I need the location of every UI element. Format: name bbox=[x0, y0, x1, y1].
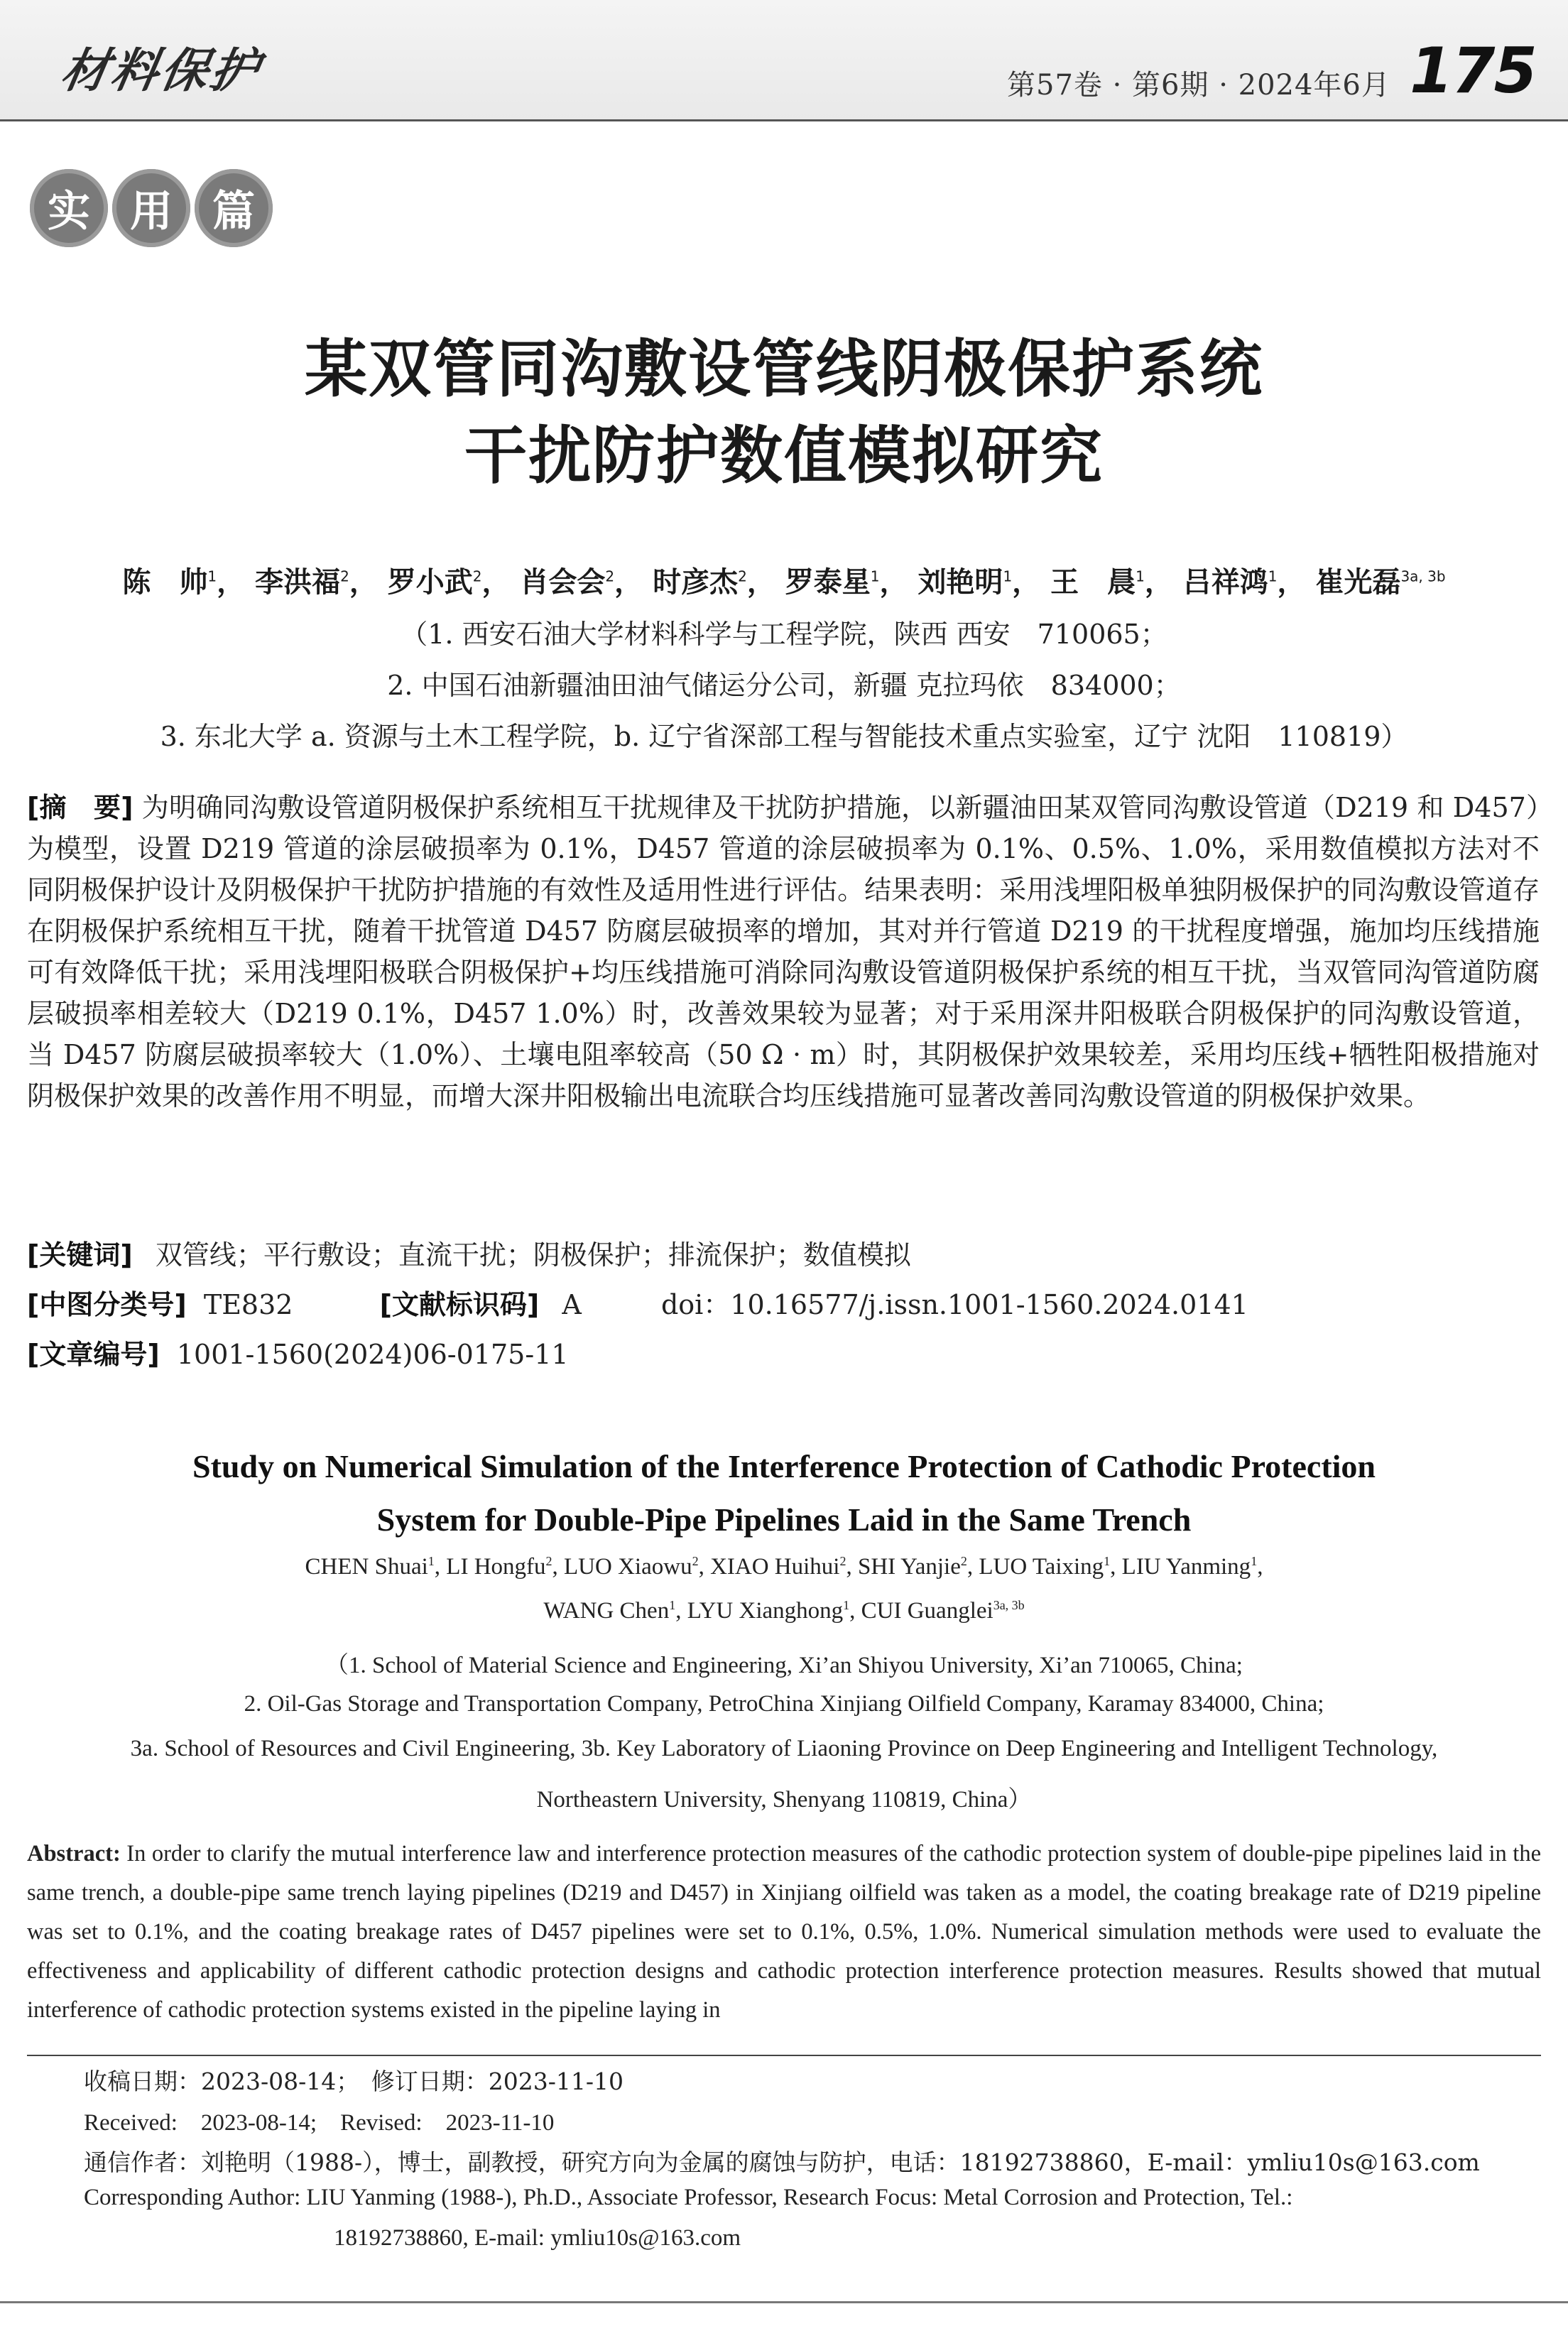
section-badge-char: 实 bbox=[30, 169, 108, 247]
article-number-value: 1001-1560(2024)06-0175-11 bbox=[176, 1339, 569, 1370]
corresponding-en: Corresponding Author: LIU Yanming (1988-), Ph.D., Associate Professor, Research Focus: Metal Corrosion and Protection, Tel.: bbox=[84, 2185, 1293, 2210]
title-en-line-1: Study on Numerical Simulation of the Interference Protection of Cathodic Protection bbox=[192, 1448, 1376, 1484]
affiliation-en: 3a. School of Resources and Civil Engineering, 3b. Key Laboratory of Liaoning Province on Deep Engineering and Intelligent Technology, bbox=[130, 1736, 1438, 1761]
authors-en-line-1: CHEN Shuai$^1$, LI Hongfu$^2$, LUO Xiaowu$^2$, XIAO Huihui$^2$, SHI Yanjie$^2$, LUO Taixing$^1$, LIU Yanming$^1$, bbox=[305, 1554, 1263, 1580]
author: 时彦杰 bbox=[653, 566, 739, 599]
abstract-cn-label: [摘 要] bbox=[27, 792, 134, 823]
author: 肖会会 bbox=[520, 566, 606, 599]
abstract-en bbox=[27, 1835, 1541, 2030]
page-number: 175 bbox=[1410, 34, 1536, 107]
class-label: [中图分类号] bbox=[27, 1289, 187, 1320]
corresponding-cn: 通信作者：刘艳明（1988-），博士，副教授，研究方向为金属的腐蚀与防护，电话：18192738860，E-mail：ymliu10s@163.com bbox=[84, 2148, 1480, 2176]
abstract-cn bbox=[27, 787, 1540, 1116]
affiliation-en: Northeastern University, Shenyang 110819, China） bbox=[536, 1787, 1032, 1813]
article-number bbox=[27, 1332, 569, 1371]
footnote-divider bbox=[27, 2055, 1541, 2056]
classification bbox=[27, 1283, 1540, 1322]
abstract-en-text: In order to clarify the mutual interference law and interference protection measures of the cathodic protection system of double-pipe pipelines laid in the same trench, a double-pipe same trench laying pipelines (D219 and D457) in Xinjiang oilfield was taken as a model, the coating breakage rate of D219 pipeline was set to 0.1%, and the coating breakage rates of D457 pipelines were set to 0.1%, 0.5%, 1.0%. Numerical simulation methods were used to evaluate the effectiveness and applicability of different cathodic protection designs and cathodic protection interference protection measures. Results showed that mutual interference of cathodic protection systems existed in the pipeline laying in bbox=[27, 1841, 1541, 2023]
journal-logo: 材料保护 bbox=[57, 43, 266, 98]
affiliation-en: （1. School of Material Science and Engineering, Xi’an Shiyou University, Xi’an 710065, China; bbox=[325, 1653, 1243, 1678]
section-badge-char: 用 bbox=[112, 169, 190, 247]
corresponding-en-cont: 18192738860, E-mail: ymliu10s@163.com bbox=[334, 2225, 741, 2251]
doi: doi：10.16577/j.issn.1001-1560.2024.0141 bbox=[660, 1289, 1248, 1320]
keywords-label: [关键词] bbox=[27, 1239, 133, 1271]
authors-cn: 陈 帅$^1$， 李洪福$^2$， 罗小武$^2$， 肖会会$^2$， 时彦杰$^2$， 罗泰星$^1$， 刘艳明$^1$， 王 晨$^1$， 吕祥鸿$^1$， 崔光磊$^{3a, 3b}$ bbox=[122, 566, 1446, 599]
author: 崔光磊 bbox=[1315, 566, 1401, 599]
title-cn-line-2: 干扰防护数值模拟研究 bbox=[464, 419, 1104, 492]
keywords bbox=[27, 1233, 911, 1272]
received-cn: 收稿日期：2023-08-14； 修订日期：2023-11-10 bbox=[84, 2068, 624, 2095]
doc-code-label: [文献标识码] bbox=[379, 1289, 540, 1320]
author: 吕祥鸿 bbox=[1182, 566, 1268, 599]
affiliation-en: 2. Oil-Gas Storage and Transportation Company, PetroChina Xinjiang Oilfield Company, Karamay 834000, China; bbox=[244, 1691, 1324, 1717]
author: 刘艳明 bbox=[918, 566, 1003, 599]
affiliation-cn: 3. 东北大学 a. 资源与土木工程学院，b. 辽宁省深部工程与智能技术重点实验室，辽宁 沈阳 110819） bbox=[160, 721, 1408, 752]
author: 罗泰星 bbox=[785, 566, 871, 599]
issue-info: 第57卷 · 第6期 · 2024年6月 bbox=[1007, 69, 1390, 102]
affiliation-cn: 2. 中国石油新疆油田油气储运分公司，新疆 克拉玛依 834000； bbox=[387, 670, 1181, 701]
article-number-label: [文章编号] bbox=[27, 1339, 160, 1370]
header-divider bbox=[0, 119, 1568, 121]
received-en: Received: 2023-08-14; Revised: 2023-11-10 bbox=[84, 2110, 555, 2136]
title-en-line-2: System for Double-Pipe Pipelines Laid in the Same Trench bbox=[376, 1501, 1192, 1538]
author: 陈 帅 bbox=[122, 566, 208, 599]
title-cn-line-1: 某双管同沟敷设管线阴极保护系统 bbox=[304, 332, 1263, 406]
author: 罗小武 bbox=[387, 566, 473, 599]
bottom-divider bbox=[0, 2301, 1568, 2303]
author: 王 晨 bbox=[1050, 566, 1136, 599]
affiliation-cn: （1. 西安石油大学材料科学与工程学院，陕西 西安 710065； bbox=[401, 619, 1167, 650]
abstract-cn-text: 为明确同沟敷设管道阴极保护系统相互干扰规律及干扰防护措施，以新疆油田某双管同沟敷设管道（D219 和 D457）为模型，设置 D219 管道的涂层破损率为 0.1%，D457 管道的涂层破损率为 0.1%、0.5%、1.0%，采用数值模拟方法对不同阴极保护设计及阴极保护干扰防护措施的有效性及适用性进行评估。结果表明：采用浅埋阳极单独阴极保护的同沟敷设管道存在阴极保护系统相互干扰，随着干扰管道 D457 防腐层破损率的增加，其对并行管道 D219 的干扰程度增强，施加均压线措施可有效降低干扰；采用浅埋阳极联合阴极保护+均压线措施可消除同沟敷设管道阴极保护系统的相互干扰，当双管同沟管道防腐层破损率相差较大（D219 0.1%，D457 1.0%）时，改善效果较为显著；对于采用深井阳极联合阴极保护的同沟敷设管道，当 D457 防腐层破损率较大（1.0%）、土壤电阻率较高（50 Ω · m）时，其阴极保护效果较差，采用均压线+牺牲阳极措施对阴极保护效果的改善作用不明显，而增大深井阳极输出电流联合均压线措施可显著改善同沟敷设管道的阴极保护效果。 bbox=[27, 792, 1540, 1112]
doc-code-value: A bbox=[562, 1289, 582, 1320]
author: 李洪福 bbox=[255, 566, 341, 599]
authors-en-line-2: WANG Chen$^1$, LYU Xianghong$^1$, CUI Guanglei$^{3a, 3b}$ bbox=[543, 1598, 1025, 1624]
class-value: TE832 bbox=[203, 1289, 293, 1320]
section-badge bbox=[30, 169, 273, 247]
abstract-en-label: Abstract: bbox=[27, 1841, 121, 1867]
section-badge-char: 篇 bbox=[195, 169, 273, 247]
keywords-text: 双管线；平行敷设；直流干扰；阴极保护；排流保护；数值模拟 bbox=[155, 1239, 911, 1271]
